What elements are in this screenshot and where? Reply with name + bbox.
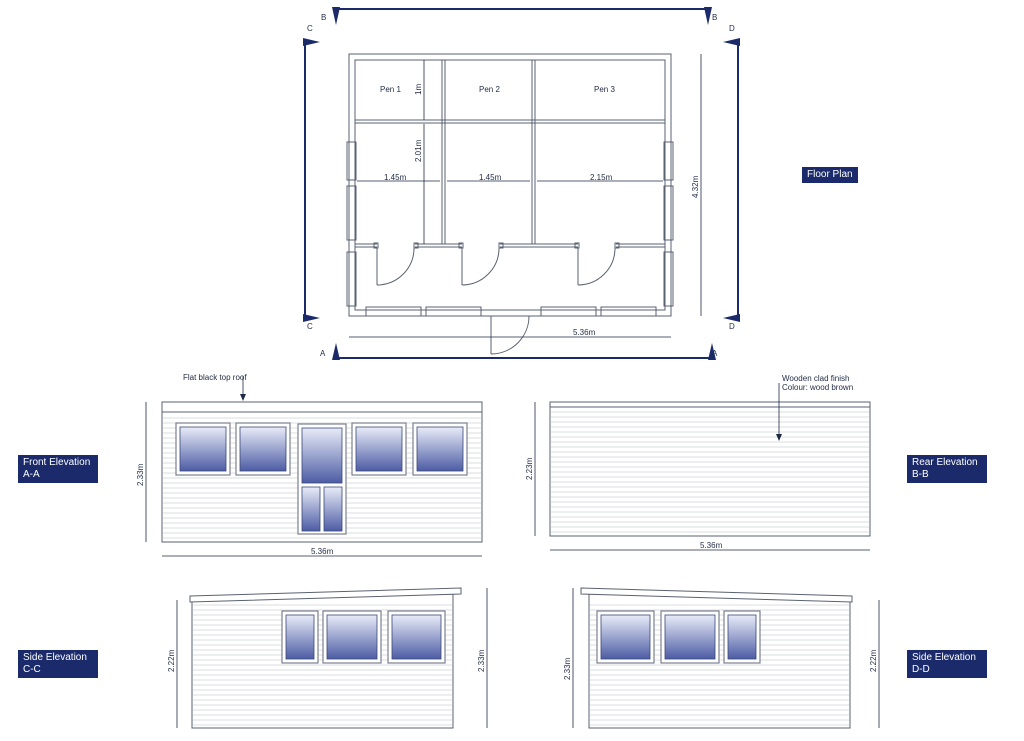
side-elevation-d-title [907, 650, 987, 678]
dim-width-pen-1: 1.45m [384, 173, 407, 182]
marker-d-top: D [729, 24, 735, 33]
rear-elevation [550, 402, 870, 536]
dim-plan-width: 5.36m [573, 328, 596, 337]
side-elevation-d [581, 588, 852, 728]
floor-plan-dimension-lines [349, 54, 701, 337]
rear-cladding-note: Wooden clad finish [782, 374, 850, 383]
front-width-dim: 5.36m [311, 547, 334, 556]
rear-height-dim: 2.23m [525, 457, 534, 480]
side-c-right-height: 2.33m [477, 649, 486, 672]
side-elevation-c-title-line-1: Side Elevation [23, 652, 87, 663]
front-height-dim: 2.33m [136, 463, 145, 486]
side-elevation-c [190, 588, 461, 728]
side-d-left-height: 2.33m [563, 657, 572, 680]
side-elevation-c-title-line-2: C-C [23, 664, 41, 675]
side-d-right-height: 2.22m [869, 649, 878, 672]
rear-colour-note: Colour: wood brown [782, 383, 854, 392]
rear-elevation-title-line-1: Rear Elevation [912, 457, 978, 468]
marker-c-top: C [307, 24, 313, 33]
marker-a-right: A [712, 349, 718, 358]
pen-2-label: Pen 2 [479, 85, 500, 94]
front-roof-note: Flat black top roof [183, 373, 247, 382]
side-elevation-c-title [18, 650, 98, 678]
pen-3-label: Pen 3 [594, 85, 615, 94]
marker-c-bottom: C [307, 322, 313, 331]
floor-plan-title [802, 167, 858, 183]
side-c-left-height: 2.22m [167, 649, 176, 672]
dim-run-depth: 2.01m [414, 139, 423, 162]
marker-b-left: B [321, 13, 327, 22]
front-elevation-title-line-2: A-A [23, 469, 40, 480]
side-elevation-d-title-line-2: D-D [912, 664, 930, 675]
front-elevation-title [18, 455, 98, 483]
dim-plan-depth: 4.32m [691, 175, 700, 198]
dim-width-pen-3: 2.15m [590, 173, 613, 182]
floor-plan [347, 54, 673, 354]
marker-b-right: B [712, 13, 718, 22]
marker-a-left: A [320, 349, 326, 358]
front-elevation [162, 402, 482, 542]
pen-1-label: Pen 1 [380, 85, 401, 94]
rear-elevation-title-line-2: B-B [912, 469, 929, 480]
rear-elevation-title [907, 455, 987, 483]
marker-d-bottom: D [729, 322, 735, 331]
floor-plan-title-text: Floor Plan [807, 169, 853, 180]
front-elevation-title-line-1: Front Elevation [23, 457, 91, 468]
dim-pen-depth: 1m [414, 83, 423, 95]
side-elevation-d-title-line-1: Side Elevation [912, 652, 976, 663]
rear-width-dim: 5.36m [700, 541, 723, 550]
dim-width-pen-2: 1.45m [479, 173, 502, 182]
